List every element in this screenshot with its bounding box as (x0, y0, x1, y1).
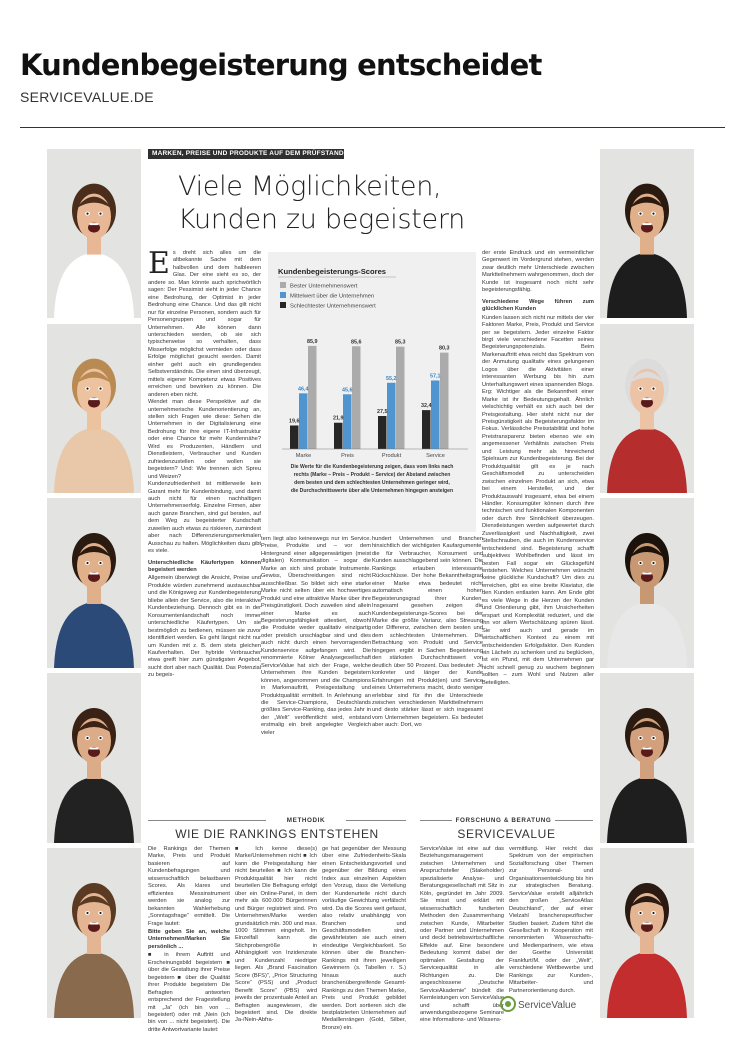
chart-svg (268, 252, 476, 532)
chart-value-label: 19,6 (289, 418, 300, 425)
article-paragraph: Allgemein überwiegt die Ansicht, Preise und Produkte würden zunehmend austauschbar und die Königsweg zur Kundenbegeisterung bliebe allein der Service, also die interaktive Kundenbeziehung. Dennoch gibt es in der Konsumentenlandschaft noch immer unterschiedliche Käufertypen. Um sie bestmöglich zu bedienen, müssen sie zuvor identifiziert werden. Es geht längst nicht nur um Kunden mit z. B. dem stets gleichen Kaufverhalten. Der hybride Verbraucher etwa greift hier zum günstigsten Angebot, sucht dort aber nach Qualität. Das Potenzial zu begeis- (148, 575, 261, 679)
photo-pupil (652, 562, 654, 564)
article-column-1 (148, 246, 261, 840)
photo-pupil (639, 737, 641, 739)
forschung-column-2 (509, 846, 593, 994)
photo-woman-blonde-shouting (47, 324, 141, 493)
chart-value-label: 80,3 (439, 345, 450, 352)
legend-swatch (280, 282, 286, 288)
photo-man-striped-shirt (600, 498, 694, 668)
portrait-illustration (600, 324, 694, 493)
legend-swatch (280, 292, 286, 298)
chart-bar (387, 383, 396, 449)
portrait-illustration (600, 848, 694, 1018)
photo-pupil (639, 562, 641, 564)
article-paragraph: der erste Eindruck und ein vermeintlicher Gegenwert im Vordergrund stehen, werden zwar deutlich mehr Unterschiede zwischen Marktteilnehmern wahrgenommen, doch der Kunde ist insgesamt noch nicht sehr begeisterungsfähig. (482, 250, 594, 294)
article-paragraph: Wendet man diese Perspektive auf die unternehmerische Kundenorientierung an, stellen sich Fragen wie diese: Sehen die Unternehmen in der Digitalisierung eine Bedrohung für ihre eigene IT-Infrastruktur oder eine Chance für mehr Kundennähe? Wird es Produzenten, Händlern und Dienstleistern, Verbraucher und Kunden zufriedenzustellen oder wollen sie begeistern? Und: Wie trennen sich Spreu und Weizen? (148, 399, 261, 480)
chart-bar (440, 353, 449, 449)
article-subheading: Verschiedene Wege führen zum glücklichen Kunden (482, 298, 594, 313)
chart-caption-line: rechts (Marke – Preis – Produkt – Service) der Abstand zwischen (293, 472, 451, 478)
photo-pupil (86, 213, 88, 215)
photo-pupil (86, 388, 88, 390)
photo-teeth (643, 573, 652, 575)
forschung-kicker: FORSCHUNG & BERATUNG (455, 817, 552, 824)
article-paragraph: Kundenzufriedenheit ist mittlerweile kein Garant mehr für Kundenbindung, und damit auch nicht für einen nachhaltigen Unternehmenserfolg. Einzelne Firmen, aber auch ganze Branchen, sind gut beraten, auf dem Weg zu begeisterter Kundschaft zuweilen auch etwas zu riskieren, zumindest aber nach Differenzierungsmerkmalen Ausschau zu halten. Möglichkeiten dazu gibt es viele. (148, 481, 261, 555)
chart-bar (431, 380, 440, 449)
logo-text: ServiceValue (518, 1000, 577, 1011)
page-title: Kundenbegeisterung entscheidet (20, 48, 542, 82)
photo-man-fists-excited (600, 149, 694, 318)
article-paragraph: Kunden lassen sich nicht nur mittels der vier Faktoren Marke, Preis, Produkt und Service per se begeistern. Jeder einzelne Faktor birgt viele verschiedene Facetten seines Begeisterungspotenzials. Beim Markenauftritt etwa reicht das Spektrum von der Anmutung qualitativ eines gelungenen Logos über die Aktivitäten einer interessanten Werbung bis hin zum Unterhaltungswert eines spannenden Blogs. Erg: Wichtiger als die Bekanntheit einer Marke ist ihr Bedeutungsgehalt. Ähnlich vielschichtig verhält es sich auch bei der Preisgestaltung. Hier steht nicht nur der Preisgünstigkeit als Begeisterungsfaktor im Fokus. Verlässliche Preisstabilität und hohe Preistransparenz bieten ebenso wie ein angemessener Verhältnis zwischen Preis und Leistung mehr als hinreichend Spielraum zur Kundenbegeisterung. Bei der Produktqualität gilt es je nach Geschäftsmodell zu unterscheiden zwischen einzelnen Produkt an sich, etwa bei einem Hersteller, und der Produktauswahl insgesamt, etwa bei einem Händler. Konsumgüter können durch ihre technischen und funktionalen Komponenten oder durch ihre Sinnlichkeit überzeugen. Dienstleistungen werden aufgewertet durch Zuverlässigkeit und Nachhaltigkeit, zwei Stellschrauben, die auch im Kundenservice entscheidend sind. Begeisterung schafft subjektives Wohlbefinden und lässt im besten Fall sogar ein Glücksgefühl entstehen. Welches Unternehmen wünscht keine glückliche Kundschaft? Um dies zu erreichen, gibt es eine breite Klaviatur, die den Kunden entlasten kann. Am Ende gibt es viele Wege in die Herzen der Kunden und Orientierung gibt, ihm Unsicherheiten erspart und Komplexität reduziert, und die ihn vor allem Wertschätzung spüren lässt. Sie wird auch und gerade im wirtschaftlichen Kontext zu einem mit entscheidenden Erfolgsfaktor. Den Kunden ein Lächeln zu schenken und zu beglücken, ist ein Pfund, mit dem Unternehmen gar nicht schnell genug zu wuchern beginnen sollten – zum Wohl und Nutzen aller Beteiligten. (482, 314, 594, 686)
chart-value-label: 85,6 (351, 339, 362, 346)
chart-bar (343, 394, 352, 449)
chart-category-label: Service (426, 453, 445, 459)
portrait-illustration (47, 498, 141, 668)
methodik-rule-left (148, 820, 266, 821)
chart-category-label: Preis (341, 453, 354, 459)
photo-pupil (86, 562, 88, 564)
chart-bar (352, 346, 361, 449)
drop-cap: E (148, 246, 170, 281)
site-link[interactable]: SERVICEVALUE.DE (20, 89, 154, 105)
photo-pupil (639, 912, 641, 914)
photo-teeth (643, 923, 652, 925)
chart-category-label: Marke (295, 453, 312, 459)
photo-man-shouting-jacket (47, 848, 141, 1018)
portrait-illustration (600, 498, 694, 668)
photo-teeth (90, 398, 99, 400)
photo-pupil (652, 388, 654, 390)
servicevalue-logo (500, 995, 590, 1013)
chart-bar (422, 410, 431, 449)
article-paragraph: tern liegt also keineswegs nur im Service. Preise, Produkte und – vor dem Hintergrund einer allgegenwärtigen (meist digitalen) Kommunikation – sogar die Marke an sich sind probate Instrumente. Gewiss, Überschreidungen sind nicht ausschließbar. So bildet sich eine starke Marke nicht selten über ein hochwertiges Produkt und eine attraktive Marke über ihre Preisgünstigkeit. Doch zuweilen sind allein einer Marke es auch Begeisterungsfähigkeit attestiert, obwohl die Produkte weder qualitativ einzigartig oder preislich unschlagbar sind und dies auch nicht durch einen hervorragenden Kundenservice aufgefangen wird. Die renommierte Kölner Analysegesellschaft ServiceValue hat sich der Frage, welche Unternehmen ihre Kunden begeistern können, angenommen und die Champions in Markenauftritt, Preisgestaltung und Produktqualität ermittelt. In Anlehnung an die Service-Champions, Deutschlands größtes Service-Ranking, das jedes Jahr in der „Welt“ veröffentlicht wird, entstand erstmalig ein breit angelegter Vergleich vieler (261, 536, 371, 736)
chart-value-label: 85,3 (395, 339, 406, 346)
methodik-paragraph: ■ Ich kenne diese(s) Marke/Unternehmen nicht ■ Ich kann die Preisgestaltung hier nicht beurteilen ■ Ich kann die Produktqualität hier nicht beurteilen Die Befragung erfolgt über ein Online-Panel, in dem mehr als 600.000 Bürgerinnen und Bürger registriert sind. Pro Unternehmen/Marke werden grundsätzlich min. 300 und max. 1000 Stimmen eingeholt. Im Einzelfall kann die Stichprobengröße in Abhängigkeit von Inzidenzrate und Kundenzahl niedriger liegen. Als „Brand Fascination Score (BFS)“, „Price Structuring Score“ (PSS) und „Product Benefit Score“ (PBS) wird jeweils der prozentuale Anteil an Befragten ausgewiesen, die begeistert sind. Die direkte Ja-/Nein-Abfra- (235, 846, 317, 1024)
photo-pupil (86, 912, 88, 914)
chart-value-label: 46,4 (298, 386, 309, 393)
chart-bars (290, 346, 449, 449)
chart-bar (378, 416, 387, 449)
chart-bar (308, 346, 317, 449)
portrait-illustration (600, 149, 694, 318)
methodik-paragraph: ■ in ihrem Auftritt und Erscheinungsbild begeistern ■ über die Gestaltung ihrer Preise begeistern ■ über die Qualität ihrer Produkte begeistern Die Befragten antworten entsprechend der Fragestellung mit „Ja“ (ich bin von ... begeistert) oder mit „Nein (ich bin von ... nicht begeistert). Die dritte Antwortvariante lautet: (148, 952, 230, 1033)
methodik-paragraph: Die Rankings der Themen Marke, Preis und Produkt basieren auf Kundenbefragungen und wissenschaftlich belastbaren Scores. Als klares und effizientes Messinstrument werden sie analog zur bekannten Wahlerhebung „Sonntagsfrage“ ermittelt. Die Frage lautet: (148, 846, 230, 927)
forschung-paragraph: ServiceValue ist eine auf das Beziehungsmanagement zwischen Unternehmen und Anspruchsteller (Stakeholder) spezialisierte Analyse- und Beratungsgesellschaft mit Sitz in Köln, gegründet im Jahr 2009. Sie misst und erklärt mit wissenschaftlich fundierten Methoden den Zusammenhang zwischen Kunde, Mitarbeiter oder Partner und Unternehmen und deckt betriebswirtschaftliche Effekte auf. Eine besondere Bedeutung kommt dabei der optimalen Gestaltung der Servicequalität in alle Richtungen zu. Die angeschlossene „Deutsche ServiceAkademie“ bündelt die Kernleistungen von ServiceValue und schafft über anwendungsbezogene Seminare eine Informations- und Wissens- (420, 846, 504, 1024)
headline-line-2: Kunden zu begeistern (178, 204, 465, 235)
photo-pupil (639, 388, 641, 390)
forschung-rule-right (555, 820, 593, 821)
photo-pupil (99, 213, 101, 215)
forschung-title: SERVICEVALUE (457, 827, 556, 841)
forschung-column-1 (420, 846, 504, 1024)
article-headline (178, 170, 588, 236)
chart-category-label: Produkt (381, 453, 402, 459)
chart-value-label: 21,9 (333, 415, 344, 422)
headline-line-1: Viele Möglichkeiten, (178, 171, 442, 202)
chart-caption-line: die Durchschnittswerte über alle Unternehmen hingegen ansteigen (290, 488, 454, 494)
chart-bar (290, 425, 299, 449)
methodik-column-3 (322, 846, 406, 1031)
chart-value-label: 45,6 (342, 387, 353, 394)
chart-bar (334, 423, 343, 449)
chart-bar (396, 347, 405, 449)
chart-bar (299, 393, 308, 449)
article-column-4 (482, 250, 594, 815)
photo-woman-red-dress-laughing (600, 848, 694, 1018)
forschung-paragraph: vermittlung. Hier reicht das Spektrum von der empirischen Sozialforschung über Themen zur Personal- und Organisationsentwicklung bis hin zur strategischen Beratung. ServiceValue erstellt alljährlich den großen „ServiceAtlas Deutschland“, der auf einer Vielzahl branchenspezifischer Studien basiert. Zudem führt die Gesellschaft in Kooperation mit renommierten Wissenschafts- und Medienpartnern, wie etwa der Goethe Universität Frankfurt/M. oder der „Welt“, verschiedene Wettbewerbe und Rankings zur Kunden-, Mitarbeiter- und Partnerorientierung durch. (509, 846, 593, 994)
chart-value-label: 27,5 (377, 409, 388, 415)
methodik-column-2 (235, 846, 317, 1024)
logo-dot-icon (505, 1001, 511, 1007)
photo-pupil (652, 737, 654, 739)
photo-pupil (99, 562, 101, 564)
photo-woman-arms-raised-cheering (47, 149, 141, 318)
chart-value-label: 32,4 (421, 403, 432, 410)
article-column-3 (372, 536, 483, 790)
photo-teeth (90, 573, 99, 575)
methodik-title: WIE DIE RANKINGS ENTSTEHEN (175, 827, 379, 841)
legend-swatch (280, 302, 286, 308)
photo-teeth (90, 223, 99, 225)
methodik-question: Bitte geben Sie an, welche Unternehmen/Marken Sie persönlich ... (148, 928, 230, 950)
forschung-rule-left (420, 820, 452, 821)
article-intro: s dreht sich alles um die altbekannte Sache mit dem halbvollen und dem halbleeren Glas. Der eine sieht es so, der andere so. Man könnte auch sprichwörtlich sagen: Der Pessimist sieht in jeder Chance eine Bedrohung, der Optimist in jeder Bedrohung eine Chance. Und das gilt nicht nur für einzelne Personen, sondern auch für Personengruppen und sogar für Unternehmen. Alle können dann unterschieden werden, ob sie sich typischerweise so verhalten, dass Misserfolge möglichst vermieden oder dass Erfolge möglichst gesucht werden. Damit einher geht auch ein grundlegendes Selbstverständnis. Die einen sind überzeugt, mittels eigener Kompetenz etwas Positives erreichen und bewirken zu können. Die anderen eben nicht. (148, 250, 261, 398)
legend-label: Mittelwert über die Unternehmen (290, 293, 375, 300)
chart-category-labels (296, 453, 445, 459)
methodik-paragraph: ge hat gegenüber der Messung über eine Zufriedenheits-Skala einen Entscheidungsvorteil und gegenüber der Bildung eines Index aus einzelnen Aspekten den Vorzug, dass die Verteilung der Kundenurteile nicht durch vorläufige Gewichtung verfälscht wird. Da die Scores weit gefasst, also relativ unabhängig von Branchen und Geschäftsmodellen sind, gewährleisten sie auch einen eindeutige Vergleichbarkeit. So können über die Branchen-Rankings mit ihren jeweiligen Gewinnern (s. Tabellen r. S.) hinaus auch branchenübergreifende Gesamt-Rankings zu den Themen Marke, Preis und Produkt gebildet werden. Dort sortieren sich die bestplatzierten Unternehmen auf Medaillenrängen (Gold, Silber, Bronze) ein. (322, 846, 406, 1031)
article-column-2 (261, 536, 371, 790)
chart-caption (291, 464, 454, 494)
photo-pupil (99, 737, 101, 739)
article-kicker: MARKEN, PREISE UND PRODUKTE AUF DEM PRÜFSTAND (148, 149, 344, 159)
photo-pupil (99, 388, 101, 390)
portrait-illustration (600, 673, 694, 843)
methodik-kicker: METHODIK (286, 817, 326, 824)
article-subheading: Unterschiedliche Käufertypen können begeistert werden (148, 559, 261, 574)
photo-woman-hands-on-cheeks (47, 673, 141, 843)
chart-caption-line: dem besten und dem schlechtesten Unternehmen geringer wird, (294, 480, 450, 486)
article-paragraph: hundert Unternehmen und Branchen hinsichtlich der wichtigsten Kaufargumente, die für Verbraucher, Konsument und Kunden ausschlaggebend sein können. Die Rankings erlauben interessante Rückschlüsse. Der hohe Bekanntheitsgrad einer Marke etwa bedeutet nicht automatisch einen hohen Begeisterungsgrad ihrer Kunden. Insgesamt gesehen zeigen die Kundenbegeisterungs-Scores bei der Marke die größte Varianz, also Streuung oder Differenz, zwischen dem besten und dem schlechtesten Unternehmen. Die Betrachtung von Produkt und Service hingegen ergibt in Sachen Begeisterung den stärksten Durchschnittswert von deutlich über 50 Prozent. Das bedeutet: Je konkreter und länger der Kunde Erfahrungen mit Produkt(en) und Service eines Unternehmens macht, desto weniger erlebbar sind für ihn die Unterschiede zwischen verschiedenen Marktteilnehmern und desto stärker lässt er sich insgesamt vom Unternehmen begeistern. Es bedeutet aber auch: Dort, wo (372, 536, 483, 729)
chart-value-label: 85,9 (307, 338, 318, 345)
photo-pupil (652, 213, 654, 215)
legend-label: Bester Unternehmenswert (290, 283, 358, 290)
photo-man-curly-hair-shouting (600, 673, 694, 843)
photo-teeth (90, 923, 99, 925)
chart-value-label: 55,2 (386, 375, 397, 382)
portrait-illustration (47, 324, 141, 493)
legend-label: Schlechtester Unternehmenswert (290, 303, 376, 310)
portrait-illustration (47, 673, 141, 843)
photo-pupil (652, 912, 654, 914)
photo-pupil (639, 213, 641, 215)
portrait-illustration (47, 149, 141, 318)
photo-teeth (643, 398, 652, 400)
chart-legend (280, 282, 376, 310)
chart-value-label: 57,1 (430, 373, 441, 380)
methodik-rule-right (346, 820, 406, 821)
photo-senior-woman-surprised (600, 324, 694, 493)
photo-teeth (643, 223, 652, 225)
portrait-illustration (47, 848, 141, 1018)
score-chart (268, 252, 476, 532)
methodik-column-1 (148, 846, 230, 1033)
photo-boy-surprised (47, 498, 141, 668)
photo-pupil (86, 737, 88, 739)
photo-pupil (99, 912, 101, 914)
masthead-divider (20, 127, 725, 128)
chart-title: Kundenbegeisterungs-Scores (278, 267, 387, 276)
photo-teeth (643, 748, 652, 750)
chart-caption-line: Die Werte für die Kundenbegeisterung zeigen, dass vom links nach (290, 464, 454, 470)
photo-teeth (90, 748, 99, 750)
